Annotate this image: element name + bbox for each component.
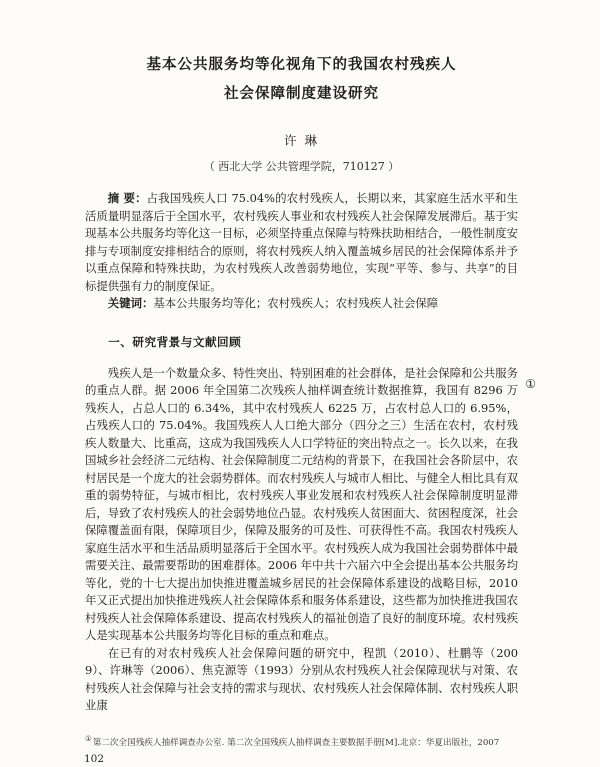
author-affiliation: （ 西北大学 公共管理学院，710127 ）	[203, 160, 400, 173]
author-name: 许 琳	[284, 133, 319, 148]
footnote	[85, 733, 518, 749]
keywords-text: 基本公共服务均等化；农村残疾人；农村残疾人社会保障	[153, 296, 439, 310]
keywords-label: 关键词：	[107, 296, 154, 310]
title-line-1: 基本公共服务均等化视角下的我国农村残疾人	[146, 56, 457, 73]
page-number: 102	[84, 753, 105, 765]
body-paragraph-1: 残疾人是一个数量众多、特性突出、特别困难的社会群体，是社会保障和公共服务的重点人群。据 2006 年全国第二次残疾人抽样调查统计数据推算，我国有 8296 万残疾人，占总人口的 6.34%，其中农村残疾人 6225 万，占农村总人口的 6.95%，占残疾人口的 75.04%。我国残疾人人口绝大部分（四分之三）生活在农村，农村残疾人数量大、比重高，这成为我国残疾人人口学特征的突出特点之一。长久以来，在我国城乡社会经济二元结构、社会保障制度二元结构的背景下，在我国社会各阶层中，农村居民是一个庞大的社会弱势群体。而农村残疾人与城市人相比、与健全人相比具有双重的弱势特征，与城市相比，农村残疾人事业发展和农村残疾人社会保障制度明显滞后，导致了农村残疾人的社会弱势地位凸显。农村残疾人贫困面大、贫困程度深，社会保障覆盖面有限，保障项目少，保障及服务的可及性、可获得性不高。我国农村残疾人家庭生活水平和生活品质明显落后于全国水平。农村残疾人成为我国社会弱势群体中最需要关注、最需要帮助的困难群体。2006 年中共十六届六中全会提出基本公共服务均等化，党的十七大提出加快推进覆盖城乡居民的社会保障体系建设的战略目标，2010 年又正式提出加快推进残疾人社会保障体系和服务体系建设，这些都为加快推进我国农村残疾人社会保障体系建设、提高农村残疾人的福祉创造了良好的制度环境。农村残疾人是实现基本公共服务均等化目标的重点和难点。	[85, 365, 518, 642]
paper-title	[85, 50, 518, 108]
abstract-paragraph	[85, 190, 518, 295]
keywords-line	[85, 295, 518, 313]
body-paragraph-2: 在已有的对农村残疾人社会保障问题的研究中，程凯（2010）、杜鹏等（2009）、许琳等（2006）、焦克源等（1993）分别从农村残疾人社会保障现状与对策、农村残疾人社会保障与社会支持的需求与现状、农村残疾人社会保障体制、农村残疾人职业康	[85, 645, 518, 712]
footnote-text: 第二次全国残疾人抽样调查办公室. 第二次全国残疾人抽样调查主要数据手册[M].北京：华夏出版社，2007	[92, 737, 500, 748]
abstract-text: 占我国残疾人口 75.04%的农村残疾人，长期以来，其家庭生活水平和生活质量明显落后于全国水平，农村残疾人事业和农村残疾人社会保障发展滞后。基于实现基本公共服务均等化这一目标，必须坚持重点保障与特殊扶助相结合，一般性制度安排与专项制度安排相结合的原则，将农村残疾人纳入覆盖城乡居民的社会保障体系并予以重点保障和特殊扶助，为农村残疾人改善弱势地位，实现“平等、参与、共享”的目标提供强有力的制度保证。	[85, 191, 518, 293]
abstract-label: 摘 要：	[107, 191, 147, 205]
section-heading-1: 一、研究背景与文献回顾	[108, 334, 242, 349]
footnote-reference-marker: ①	[525, 377, 536, 391]
title-line-2: 社会保障制度建设研究	[224, 85, 379, 102]
footnote-number: ①	[85, 734, 92, 743]
